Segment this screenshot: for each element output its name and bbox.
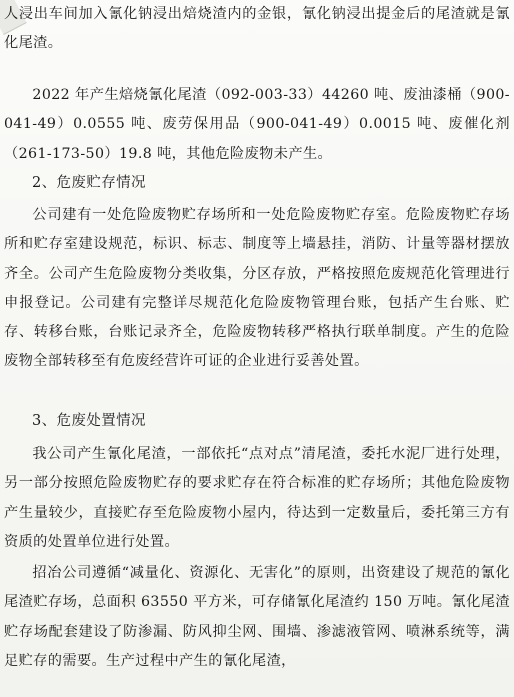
heading-storage: 2、危废贮存情况 <box>32 175 146 191</box>
heading-disposal: 3、危废处置情况 <box>32 413 146 429</box>
paragraph-storage: 公司建有一处危险废物贮存场所和一处危险废物贮存室。危险废物贮存场所和贮存室建设规范，标识、标志、制度等上墙悬挂，消防、计量等器材摆放齐全。公司产生危险废物分类收集，分区存放，严格按照危废规范化管理进行申报登记。公司建有完整详尽规范化危险废物管理台账，包括产生台账、贮存、转移台账，台账记录齐全，危险废物转移严格执行联单制度。产生的危险废物全部转移至有危废经营许可证的企业进行妥善处置。 <box>4 207 510 370</box>
paragraph-waste-amounts: 2022 年产生焙烧氰化尾渣（092-003-33）44260 吨、废油漆桶（900-041-49）0.0555 吨、废劳保用品（900-041-49）0.0015 吨、废催化剂（261-173-50）19.8 吨，其他危险废物未产生。 <box>4 87 510 162</box>
paragraph-intro: 人浸出车间加入氰化钠浸出焙烧渣内的金银，氰化钠浸出提金后的尾渣就是氰化尾渣。 <box>4 6 510 52</box>
paragraph-tailings-yard: 招冶公司遵循“减量化、资源化、无害化”的原则，出资建设了规范的氰化尾渣贮存场，总面积 63550 平方米，可存储氰化尾渣约 150 万吨。氰化尾渣贮存场配套建设了防渗漏、防风抑尘网、围墙、渗滤液管网、喷淋系统等，满足贮存的需要。生产过程中产生的氰化尾渣， <box>4 565 510 669</box>
paragraph-disposal: 我公司产生氰化尾渣，一部依托“点对点”清尾渣，委托水泥厂进行处理，另一部分按照危险废物贮存的要求贮存在符合标准的贮存场所；其他危险废物产生量较少，直接贮存至危险废物小屋内，待达到一定数量后，委托第三方有资质的处置单位进行处置。 <box>4 446 510 550</box>
